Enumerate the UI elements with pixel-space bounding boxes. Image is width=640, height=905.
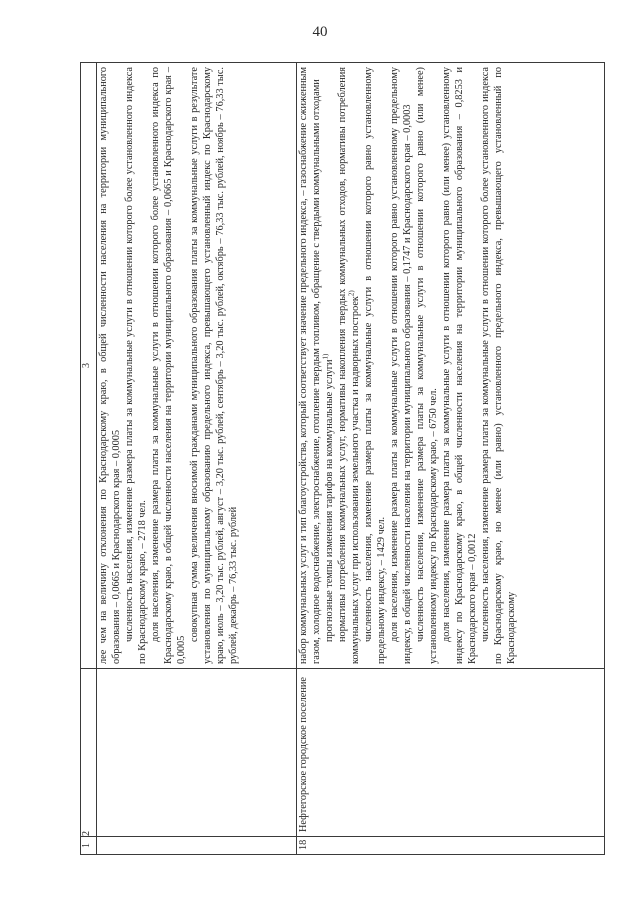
row-description: [297, 63, 605, 669]
table-row-continuation: [97, 63, 297, 855]
header-col-1: 1: [81, 837, 97, 855]
rotated-table-area: [80, 62, 605, 855]
footnote-marker: 2): [347, 290, 356, 297]
header-col-2: 2: [81, 669, 97, 837]
paragraph: доля населения, изменение размера платы за коммунальные услуги в отношении которого более установленного индекса по Краснодарскому краю, в общей численности населения на территории муниципального образования – 0,0665 и Краснодарского края – 0,0005: [149, 67, 187, 664]
paragraph: [321, 67, 337, 664]
paragraph: доля населения, изменение размера платы за коммунальные услуги в отношении которого равно установленному предельному индексу, в общей численности населения на территории муниципального образования – 0,1747 и Краснодарского края – 0,0003: [389, 67, 414, 664]
paragraph: численность населения, изменение размера платы за коммунальные услуги в отношении которого равно (или менее) установленному индексу по Краснодарскому краю, – 6750 чел.: [415, 67, 440, 664]
municipality-name: Нефтегорское городское поселение: [297, 669, 605, 837]
row-continuation-description: [97, 63, 297, 669]
footnote-marker: 1): [321, 353, 330, 360]
paragraph: лее чем на величину отклонения по Краснодарскому краю, в общей численности населения на территории муниципального образования – 0,0665 и Краснодарского края – 0,0005: [98, 67, 122, 664]
header-col-3: 3: [81, 63, 97, 669]
data-table: [80, 62, 605, 855]
paragraph: численность населения, изменение размера платы за коммунальные услуги в отношении которого более установленного индекса по Краснодарскому краю, – 2718 чел.: [123, 67, 148, 664]
row-continuation-number: [97, 837, 297, 855]
paragraph: численность населения, изменение размера платы за коммунальные услуги в отношении которого равно установленному предельному индексу, – 1429 чел.: [363, 67, 388, 664]
table-row: [297, 63, 605, 855]
table-header-row: [81, 63, 97, 855]
paragraph: численность населения, изменение размера платы за коммунальные услуги в отношении которого более установленного индекса по Краснодарскому краю, но менее (или равно) установленного предельного индекса, превышающего установленный по Краснодарскому: [480, 67, 517, 664]
row-continuation-name: [97, 669, 297, 837]
paragraph: набор коммунальных услуг и тип благоустройства, который соответствует значение предельного индекса, – газоснабжение сжиженным газом, холодное водоснабжение, электроснабжение, отопление твердым топливом, обращение с твердыми коммунальными отходами: [298, 67, 323, 664]
row-number: 18: [297, 837, 605, 855]
paragraph: совокупная сумма увеличения вносимой гражданами муниципального образования платы за коммунальные услуги в результате установления по муниципальному образованию предельного индекса, превышающего установленный индекс по Краснодарскому краю, июль – 3,20 тыс. рублей, август – 3,20 тыс. рублей, сентябрь – 3,20 тыс. рублей, октябрь – 76,33 тыс. рублей, ноябрь – 76,33 тыс. рублей, декабрь – 76,33 тыс. рублей: [188, 67, 239, 664]
paragraph: [337, 67, 363, 664]
table-container: [80, 62, 605, 855]
tariff-forecast-text: прогнозные темпы изменения тарифов на коммунальные услуги: [324, 359, 336, 642]
norms-text: нормативы потребления коммунальных услуг, нормативы накопления твердых коммунальных отходов, нормативы потребления коммунальных услуг при использовании земельного участка и надворных построек: [337, 67, 362, 664]
page-number: 40: [312, 24, 328, 40]
paragraph: доля населения, изменение размера платы за коммунальные услуги в отношении которого равно (или менее) установленному индексу по Краснодарскому краю, в общей численности населения на территории муниципального образования – 0,8253 и Краснодарского края – 0,0012: [441, 67, 479, 664]
